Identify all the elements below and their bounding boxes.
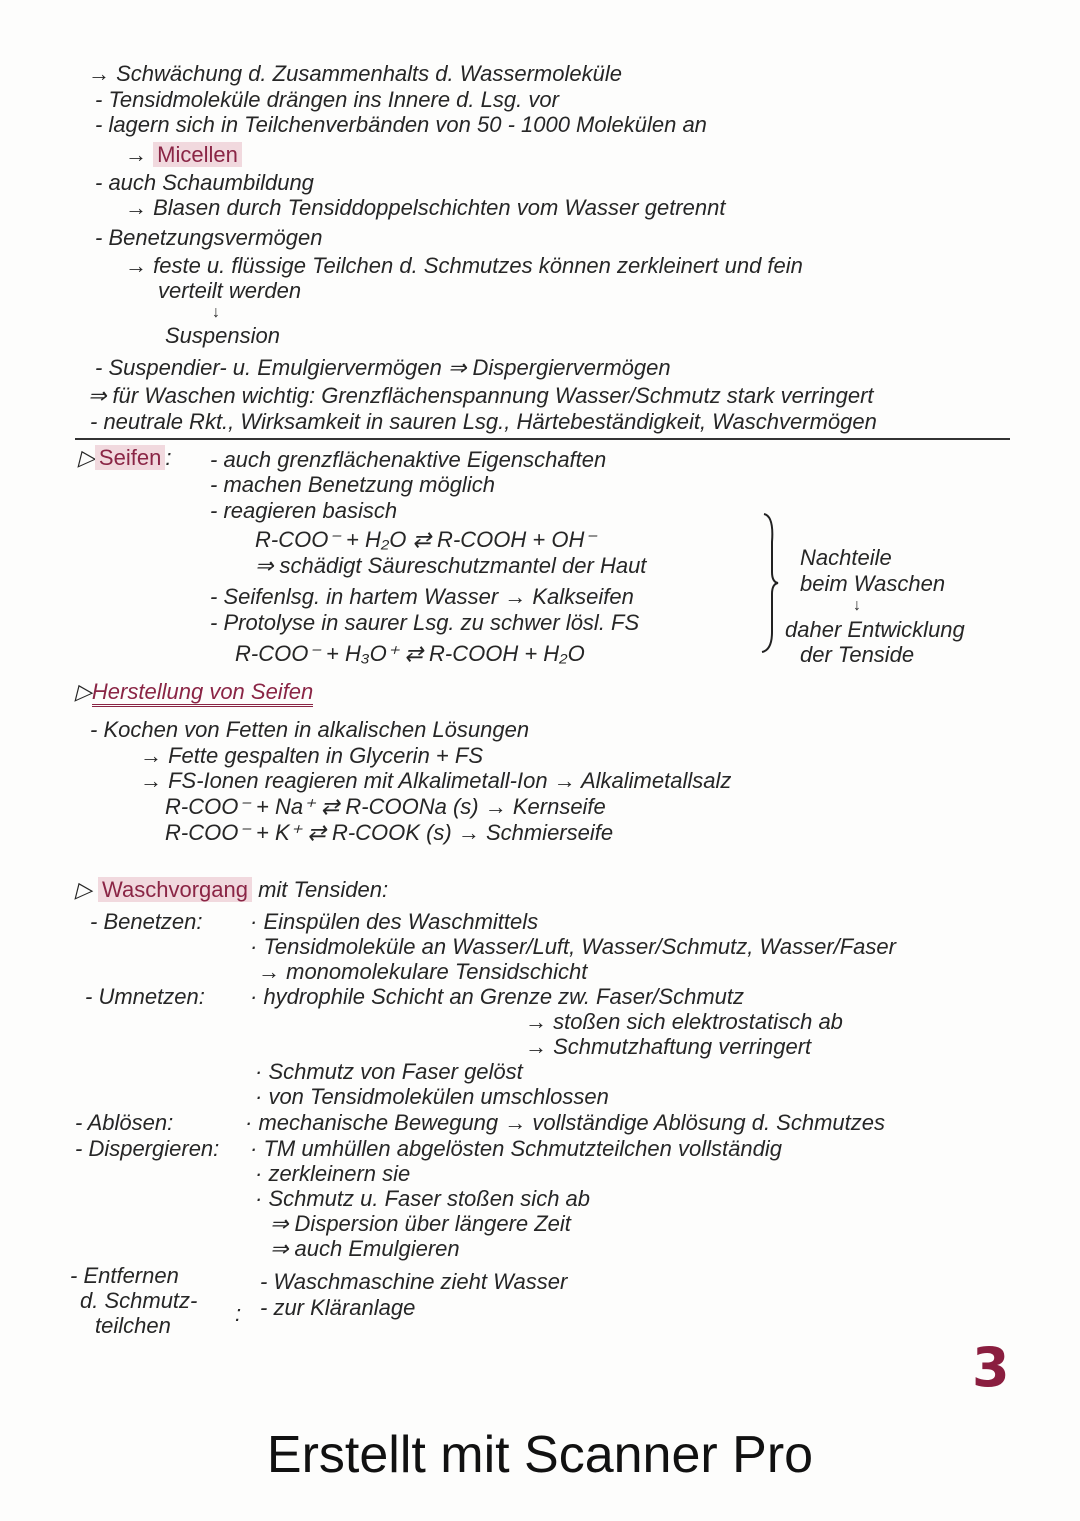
note-line: - machen Benetzung möglich (210, 472, 495, 497)
note-line: - Benetzungsvermögen (95, 225, 323, 250)
note-line: - neutrale Rkt., Wirksamkeit in sauren Lsg., Härtebeständigkeit, Waschvermögen (90, 409, 877, 434)
heading-rest: mit Tensiden: (258, 877, 389, 902)
note-line: - Suspendier- u. Emulgiervermögen ⇒ Dispergiervermögen (95, 355, 671, 380)
note-line: Suspension (165, 323, 280, 348)
side-note: Nachteile (800, 545, 892, 570)
note-line: · Einspülen des Waschmittels (250, 909, 539, 934)
note-line: · von Tensidmolekülen umschlossen (255, 1084, 609, 1109)
section-divider (75, 438, 1010, 440)
triangle-marker-icon: ▷ (75, 679, 92, 704)
note-line: → feste u. flüssige Teilchen d. Schmutzes können zerkleinert und fein (125, 253, 803, 278)
note-line: ⇒ für Waschen wichtig: Grenzflächenspannung Wasser/Schmutz stark verringert (88, 383, 874, 408)
step-label: - Ablösen: (75, 1110, 174, 1135)
note-line (125, 143, 242, 167)
note-line: - auch Schaumbildung (95, 170, 314, 195)
step-label: - Dispergieren: (75, 1136, 220, 1161)
note-line: · Schmutz von Faser gelöst (255, 1059, 523, 1084)
note-line: · hydrophile Schicht an Grenze zw. Faser/Schmutz (250, 984, 744, 1009)
note-line: ⇒ auch Emulgieren (270, 1236, 460, 1261)
arrow: → (125, 142, 147, 167)
note-line: → monomolekulare Tensidschicht (258, 959, 588, 984)
step-label: - Entfernen (70, 1263, 179, 1288)
heading-text: Herstellung von Seifen (92, 679, 313, 707)
scanner-footer: Erstellt mit Scanner Pro (266, 1426, 814, 1484)
section-heading-herstellung (75, 680, 313, 704)
note-line: - Kochen von Fetten in alkalischen Lösungen (90, 717, 530, 742)
step-label: - Benetzen: (90, 909, 203, 934)
step-label: - Umnetzen: (85, 984, 205, 1009)
note-line: ⇒ Dispersion über längere Zeit (270, 1211, 571, 1236)
equation: R-COO⁻ + K⁺ ⇄ R-COOK (s) → Schmierseife (165, 820, 614, 845)
note-line: · Schmutz u. Faser stoßen sich ab (255, 1186, 591, 1211)
side-note: beim Waschen (800, 571, 946, 596)
section-heading-waschvorgang (75, 878, 388, 902)
page-number: 3 (972, 1336, 1010, 1399)
highlight-micellen: Micellen (153, 142, 242, 167)
note-line: → Schwächung d. Zusammenhalts d. Wassermoleküle (88, 61, 622, 86)
equation: R-COO⁻ + Na⁺ ⇄ R-COONa (s) → Kernseife (165, 794, 606, 819)
step-label: teilchen (95, 1313, 171, 1338)
highlight-waschvorgang: Waschvorgang (98, 877, 252, 902)
section-heading-seifen (78, 446, 171, 470)
note-line: - Tensidmoleküle drängen ins Innere d. Lsg. vor (95, 87, 559, 112)
note-line: → Fette gespalten in Glycerin + FS (140, 743, 483, 768)
note-line: verteilt werden (158, 278, 302, 303)
side-note: der Tenside (800, 642, 915, 667)
note-line: · zerkleinern sie (255, 1161, 411, 1186)
note-line: - reagieren basisch (210, 498, 398, 523)
colon: : (235, 1301, 242, 1326)
colon: : (165, 445, 172, 470)
triangle-marker-icon: ▷ (78, 445, 95, 470)
note-line: - Protolyse in saurer Lsg. zu schwer lösl. FS (210, 610, 640, 635)
note-line: - Seifenlsg. in hartem Wasser → Kalkseifen (210, 584, 634, 609)
note-line: - auch grenzflächenaktive Eigenschaften (210, 447, 607, 472)
note-line: · mechanische Bewegung → vollständige Ablösung d. Schmutzes (245, 1110, 885, 1135)
note-line: · Tensidmoleküle an Wasser/Luft, Wasser/Schmutz, Wasser/Faser (250, 934, 896, 959)
note-line: - zur Kläranlage (260, 1295, 416, 1320)
down-arrow-icon: ↓ (853, 597, 861, 614)
note-line: · TM umhüllen abgelösten Schmutzteilchen vollständig (250, 1136, 782, 1161)
highlight-seifen: Seifen (95, 445, 165, 470)
note-line: → stoßen sich elektrostatisch ab (525, 1009, 843, 1034)
note-line: → Blasen durch Tensiddoppelschichten vom Wasser getrennt (125, 195, 726, 220)
note-line: → FS-Ionen reagieren mit Alkalimetall-Ion → Alkalimetallsalz (140, 768, 732, 793)
down-arrow-icon: ↓ (212, 304, 220, 321)
equation: R-COO⁻ + H₃O⁺ ⇄ R-COOH + H₂O (235, 641, 585, 666)
side-note: daher Entwicklung (785, 617, 965, 642)
equation: R-COO⁻ + H₂O ⇄ R-COOH + OH⁻ (255, 527, 596, 552)
note-line: - lagern sich in Teilchenverbänden von 50 - 1000 Molekülen an (95, 112, 707, 137)
note-line: - Waschmaschine zieht Wasser (260, 1269, 568, 1294)
note-line: ⇒ schädigt Säureschutzmantel der Haut (255, 553, 647, 578)
triangle-marker-icon: ▷ (75, 877, 92, 902)
step-label: d. Schmutz- (80, 1288, 198, 1313)
curly-brace-icon (760, 512, 780, 654)
note-line: → Schmutzhaftung verringert (525, 1034, 812, 1059)
